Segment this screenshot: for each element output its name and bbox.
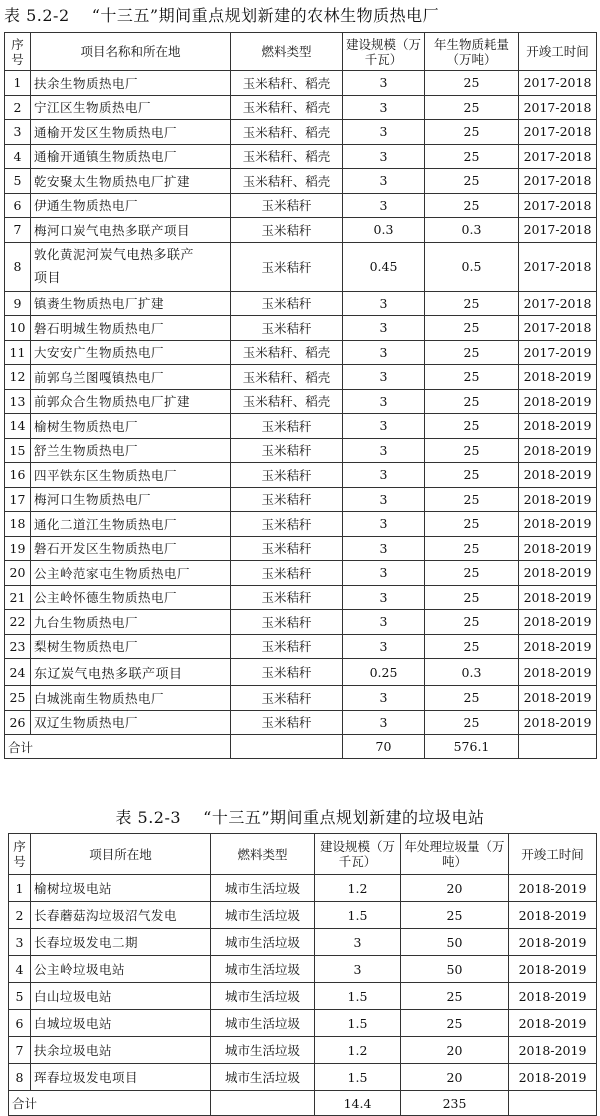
cell-scale: 3: [315, 929, 401, 956]
cell-period: 2018-2019: [509, 902, 597, 929]
cell-period: 2017-2018: [519, 120, 597, 145]
cell-seq: 21: [5, 585, 31, 610]
cell-consumption: 25: [425, 340, 519, 365]
cell-scale: 3: [343, 340, 425, 365]
cell-consumption: 25: [425, 512, 519, 537]
cell-fuel: 玉米秸秆: [231, 316, 343, 341]
cell-scale: 3: [343, 561, 425, 586]
cell-fuel: 城市生活垃圾: [211, 1064, 315, 1091]
table-row: [5, 95, 597, 120]
header-fuel: 燃料类型: [211, 834, 315, 875]
cell-consumption: 25: [425, 291, 519, 316]
cell-name: 前郭乌兰图嘎镇热电厂: [31, 365, 231, 390]
cell-fuel: 玉米秸秆: [231, 438, 343, 463]
header-consumption: 年生物质耗量（万吨）: [425, 33, 519, 71]
cell-scale: 3: [343, 316, 425, 341]
table-header-row: [5, 33, 597, 71]
cell-name: 伊通生物质热电厂: [31, 193, 231, 218]
cell-seq: 8: [5, 242, 31, 291]
table-row: [9, 956, 597, 983]
table-row: [5, 463, 597, 488]
cell-seq: 1: [5, 71, 31, 96]
cell-name: 扶余垃圾电站: [31, 1037, 211, 1064]
biomass-plants-table: [4, 32, 597, 759]
table-row: [9, 902, 597, 929]
cell-fuel: 玉米秸秆: [231, 561, 343, 586]
cell-consumption: 25: [425, 487, 519, 512]
cell-period: 2017-2018: [519, 316, 597, 341]
cell-name: 前郭众合生物质热电厂扩建: [31, 389, 231, 414]
table-row: [9, 1010, 597, 1037]
cell-capacity: 20: [401, 875, 509, 902]
cell-period: 2018-2019: [509, 929, 597, 956]
cell-scale: 3: [315, 956, 401, 983]
total-fuel-empty: [231, 735, 343, 759]
cell-fuel: 玉米秸秆: [231, 242, 343, 291]
cell-period: 2017-2018: [519, 95, 597, 120]
cell-name: 四平铁东区生物质热电厂: [31, 463, 231, 488]
cell-name: 梨树生物质热电厂: [31, 634, 231, 659]
cell-period: 2018-2019: [509, 983, 597, 1010]
cell-name: 宁江区生物质热电厂: [31, 95, 231, 120]
cell-consumption: 0.3: [425, 218, 519, 243]
cell-fuel: 城市生活垃圾: [211, 1010, 315, 1037]
cell-scale: 3: [343, 95, 425, 120]
cell-period: 2018-2019: [519, 487, 597, 512]
cell-scale: 3: [343, 686, 425, 711]
cell-period: 2018-2019: [519, 536, 597, 561]
cell-period: 2017-2018: [519, 291, 597, 316]
cell-name: 磐石开发区生物质热电厂: [31, 536, 231, 561]
cell-scale: 3: [343, 120, 425, 145]
cell-seq: 25: [5, 686, 31, 711]
cell-scale: 3: [343, 634, 425, 659]
table-row: [5, 585, 597, 610]
cell-fuel: 玉米秸秆: [231, 659, 343, 686]
table-total-row: [5, 735, 597, 759]
table-row: [5, 218, 597, 243]
cell-fuel: 玉米秸秆: [231, 686, 343, 711]
table2-caption: 表 5.2-3 “十三五”期间重点规划新建的垃圾电站: [115, 808, 485, 827]
cell-fuel: 城市生活垃圾: [211, 902, 315, 929]
cell-name: 白山垃圾电站: [31, 983, 211, 1010]
cell-seq: 9: [5, 291, 31, 316]
cell-fuel: 玉米秸秆: [231, 463, 343, 488]
table-row: [9, 929, 597, 956]
total-period-empty: [519, 735, 597, 759]
cell-capacity: 25: [401, 902, 509, 929]
cell-period: 2017-2018: [519, 144, 597, 169]
cell-name: 公主岭怀德生物质热电厂: [31, 585, 231, 610]
cell-seq: 10: [5, 316, 31, 341]
table-row: [5, 169, 597, 194]
cell-name: 白城垃圾电站: [31, 1010, 211, 1037]
cell-consumption: 25: [425, 710, 519, 735]
cell-seq: 1: [9, 875, 31, 902]
cell-name: 公主岭范家屯生物质热电厂: [31, 561, 231, 586]
cell-fuel: 玉米秸秆、稻壳: [231, 340, 343, 365]
cell-seq: 5: [5, 169, 31, 194]
cell-name: 通榆开通镇生物质热电厂: [31, 144, 231, 169]
cell-period: 2018-2019: [509, 1010, 597, 1037]
cell-name-part: 项目: [34, 270, 62, 286]
table1-caption: 表 5.2-2 “十三五”期间重点规划新建的农林生物质热电厂: [4, 6, 440, 25]
cell-fuel: 玉米秸秆、稻壳: [231, 169, 343, 194]
header-period: 开竣工时间: [509, 834, 597, 875]
header-seq: 序号: [9, 834, 31, 875]
table-row: [5, 120, 597, 145]
cell-fuel: 玉米秸秆: [231, 291, 343, 316]
cell-seq: 4: [5, 144, 31, 169]
cell-scale: 0.45: [343, 242, 425, 291]
cell-consumption: 25: [425, 463, 519, 488]
cell-seq: 12: [5, 365, 31, 390]
cell-name: 镇赉生物质热电厂扩建: [31, 291, 231, 316]
cell-scale: 3: [343, 487, 425, 512]
cell-period: 2018-2019: [509, 875, 597, 902]
cell-scale: 3: [343, 414, 425, 439]
cell-name: 珲春垃圾发电项目: [31, 1064, 211, 1091]
table-row: [9, 1064, 597, 1091]
waste-plants-table: [8, 833, 597, 1116]
cell-capacity: 25: [401, 983, 509, 1010]
table-row: [5, 193, 597, 218]
cell-name: [31, 242, 231, 291]
header-scale: 建设规模（万千瓦）: [343, 33, 425, 71]
cell-seq: 22: [5, 610, 31, 635]
cell-seq: 23: [5, 634, 31, 659]
cell-name: 梅河口炭气电热多联产项目: [31, 218, 231, 243]
cell-period: 2017-2018: [519, 242, 597, 291]
cell-period: 2018-2019: [509, 956, 597, 983]
table-row: [5, 414, 597, 439]
cell-scale: 1.5: [315, 902, 401, 929]
cell-name: 通榆开发区生物质热电厂: [31, 120, 231, 145]
header-name: 项目所在地: [31, 834, 211, 875]
table-row: [9, 1037, 597, 1064]
cell-period: 2018-2019: [519, 710, 597, 735]
table-row: [5, 610, 597, 635]
cell-name: 长春蘑菇沟垃圾沼气发电: [31, 902, 211, 929]
cell-consumption: 25: [425, 316, 519, 341]
cell-seq: 7: [9, 1037, 31, 1064]
cell-name: 九台生物质热电厂: [31, 610, 231, 635]
cell-consumption: 25: [425, 610, 519, 635]
cell-name-part: 敦化黄泥: [34, 246, 87, 262]
cell-seq: 18: [5, 512, 31, 537]
header-fuel: 燃料类型: [231, 33, 343, 71]
cell-scale: 3: [343, 71, 425, 96]
cell-period: 2018-2019: [509, 1064, 597, 1091]
table-row: [9, 983, 597, 1010]
table-row: [5, 316, 597, 341]
cell-scale: 3: [343, 365, 425, 390]
cell-seq: 3: [5, 120, 31, 145]
cell-seq: 15: [5, 438, 31, 463]
cell-consumption: 0.3: [425, 659, 519, 686]
cell-scale: 0.3: [343, 218, 425, 243]
cell-period: 2018-2019: [519, 561, 597, 586]
cell-fuel: 城市生活垃圾: [211, 956, 315, 983]
cell-fuel: 玉米秸秆: [231, 193, 343, 218]
cell-fuel: 玉米秸秆: [231, 487, 343, 512]
cell-scale: 1.5: [315, 1064, 401, 1091]
cell-fuel: 玉米秸秆: [231, 512, 343, 537]
cell-fuel: 玉米秸秆: [231, 710, 343, 735]
cell-seq: 4: [9, 956, 31, 983]
cell-seq: 2: [5, 95, 31, 120]
cell-name: 榆树生物质热电厂: [31, 414, 231, 439]
cell-fuel: 玉米秸秆、稻壳: [231, 144, 343, 169]
cell-name-part: 河炭气电热多联产: [86, 247, 195, 263]
cell-consumption: 25: [425, 71, 519, 96]
total-fuel-empty: [211, 1091, 315, 1116]
cell-fuel: 玉米秸秆: [231, 610, 343, 635]
table-row: [5, 242, 597, 291]
table-row: [5, 291, 597, 316]
cell-fuel: 玉米秸秆、稻壳: [231, 71, 343, 96]
cell-scale: 3: [343, 710, 425, 735]
cell-consumption: 25: [425, 634, 519, 659]
cell-scale: 3: [343, 193, 425, 218]
cell-consumption: 25: [425, 169, 519, 194]
cell-consumption: 25: [425, 144, 519, 169]
table-row: [5, 710, 597, 735]
cell-period: 2017-2018: [519, 193, 597, 218]
cell-consumption: 0.5: [425, 242, 519, 291]
cell-name: 梅河口生物质热电厂: [31, 487, 231, 512]
cell-scale: 3: [343, 585, 425, 610]
cell-scale: 1.2: [315, 1037, 401, 1064]
cell-capacity: 50: [401, 956, 509, 983]
table-row: [5, 144, 597, 169]
total-period-empty: [509, 1091, 597, 1116]
cell-scale: 3: [343, 536, 425, 561]
cell-capacity: 50: [401, 929, 509, 956]
cell-scale: 3: [343, 389, 425, 414]
table-row: [5, 561, 597, 586]
cell-period: 2017-2018: [519, 218, 597, 243]
cell-consumption: 25: [425, 95, 519, 120]
cell-name: 通化二道江生物质热电厂: [31, 512, 231, 537]
cell-fuel: 玉米秸秆: [231, 585, 343, 610]
cell-scale: 3: [343, 169, 425, 194]
cell-scale: 3: [343, 291, 425, 316]
cell-seq: 16: [5, 463, 31, 488]
cell-fuel: 玉米秸秆、稻壳: [231, 389, 343, 414]
cell-period: 2018-2019: [519, 414, 597, 439]
cell-period: 2017-2018: [519, 169, 597, 194]
header-seq: 序号: [5, 33, 31, 71]
cell-name: 磐石明城生物质热电厂: [31, 316, 231, 341]
total-label: 合计: [5, 735, 231, 759]
cell-name: 乾安聚太生物质热电厂扩建: [31, 169, 231, 194]
cell-fuel: 城市生活垃圾: [211, 1037, 315, 1064]
cell-period: 2018-2019: [519, 365, 597, 390]
cell-name: 大安安广生物质热电厂: [31, 340, 231, 365]
cell-scale: 0.25: [343, 659, 425, 686]
cell-seq: 3: [9, 929, 31, 956]
table-header-row: [9, 834, 597, 875]
table-row: [5, 686, 597, 711]
table-row: [5, 512, 597, 537]
cell-seq: 20: [5, 561, 31, 586]
cell-consumption: 25: [425, 561, 519, 586]
cell-seq: 6: [9, 1010, 31, 1037]
cell-name: 长春垃圾发电二期: [31, 929, 211, 956]
cell-consumption: 25: [425, 193, 519, 218]
cell-seq: 2: [9, 902, 31, 929]
cell-name: 舒兰生物质热电厂: [31, 438, 231, 463]
cell-period: 2018-2019: [509, 1037, 597, 1064]
cell-name: 扶余生物质热电厂: [31, 71, 231, 96]
cell-fuel: 玉米秸秆: [231, 218, 343, 243]
cell-consumption: 25: [425, 585, 519, 610]
cell-consumption: 25: [425, 536, 519, 561]
cell-name: 白城洮南生物质热电厂: [31, 686, 231, 711]
cell-seq: 8: [9, 1064, 31, 1091]
header-capacity: 年处理垃圾量（万吨）: [401, 834, 509, 875]
cell-fuel: 玉米秸秆、稻壳: [231, 365, 343, 390]
cell-seq: 24: [5, 659, 31, 686]
cell-capacity: 20: [401, 1064, 509, 1091]
cell-scale: 1.2: [315, 875, 401, 902]
cell-consumption: 25: [425, 686, 519, 711]
cell-scale: 3: [343, 610, 425, 635]
cell-seq: 11: [5, 340, 31, 365]
table-total-row: [9, 1091, 597, 1116]
total-capacity: 235: [401, 1091, 509, 1116]
cell-scale: 3: [343, 463, 425, 488]
table-row: [5, 438, 597, 463]
cell-seq: 5: [9, 983, 31, 1010]
cell-seq: 26: [5, 710, 31, 735]
cell-fuel: 城市生活垃圾: [211, 983, 315, 1010]
cell-period: 2017-2019: [519, 340, 597, 365]
total-scale: 14.4: [315, 1091, 401, 1116]
cell-fuel: 玉米秸秆: [231, 414, 343, 439]
cell-scale: 3: [343, 512, 425, 537]
cell-period: 2018-2019: [519, 659, 597, 686]
cell-consumption: 25: [425, 389, 519, 414]
cell-seq: 19: [5, 536, 31, 561]
table-row: [5, 389, 597, 414]
cell-fuel: 城市生活垃圾: [211, 929, 315, 956]
cell-period: 2018-2019: [519, 512, 597, 537]
header-period: 开竣工时间: [519, 33, 597, 71]
cell-consumption: 25: [425, 438, 519, 463]
cell-name: 公主岭垃圾电站: [31, 956, 211, 983]
header-name: 项目名称和所在地: [31, 33, 231, 71]
cell-seq: 7: [5, 218, 31, 243]
cell-seq: 14: [5, 414, 31, 439]
table-row: [9, 875, 597, 902]
table-row: [5, 365, 597, 390]
cell-name: 东辽炭气电热多联产项目: [31, 659, 231, 686]
header-scale: 建设规模（万千瓦）: [315, 834, 401, 875]
total-label: 合计: [9, 1091, 211, 1116]
cell-name: 双辽生物质热电厂: [31, 710, 231, 735]
cell-seq: 17: [5, 487, 31, 512]
cell-capacity: 20: [401, 1037, 509, 1064]
cell-period: 2018-2019: [519, 634, 597, 659]
cell-period: 2018-2019: [519, 585, 597, 610]
cell-seq: 13: [5, 389, 31, 414]
cell-period: 2018-2019: [519, 389, 597, 414]
cell-fuel: 玉米秸秆: [231, 536, 343, 561]
cell-period: 2018-2019: [519, 463, 597, 488]
cell-scale: 3: [343, 438, 425, 463]
cell-name: 榆树垃圾电站: [31, 875, 211, 902]
cell-capacity: 25: [401, 1010, 509, 1037]
cell-fuel: 玉米秸秆、稻壳: [231, 95, 343, 120]
cell-scale: 1.5: [315, 1010, 401, 1037]
cell-consumption: 25: [425, 365, 519, 390]
table-row: [5, 536, 597, 561]
cell-consumption: 25: [425, 120, 519, 145]
cell-seq: 6: [5, 193, 31, 218]
cell-period: 2018-2019: [519, 438, 597, 463]
total-consumption: 576.1: [425, 735, 519, 759]
table-row: [5, 659, 597, 686]
table-row: [5, 71, 597, 96]
table-row: [5, 340, 597, 365]
table-row: [5, 634, 597, 659]
cell-fuel: 玉米秸秆、稻壳: [231, 120, 343, 145]
table-row: [5, 487, 597, 512]
cell-period: 2018-2019: [519, 686, 597, 711]
cell-fuel: 玉米秸秆: [231, 634, 343, 659]
total-scale: 70: [343, 735, 425, 759]
cell-scale: 1.5: [315, 983, 401, 1010]
cell-fuel: 城市生活垃圾: [211, 875, 315, 902]
cell-consumption: 25: [425, 414, 519, 439]
cell-period: 2018-2019: [519, 610, 597, 635]
cell-period: 2017-2018: [519, 71, 597, 96]
cell-scale: 3: [343, 144, 425, 169]
